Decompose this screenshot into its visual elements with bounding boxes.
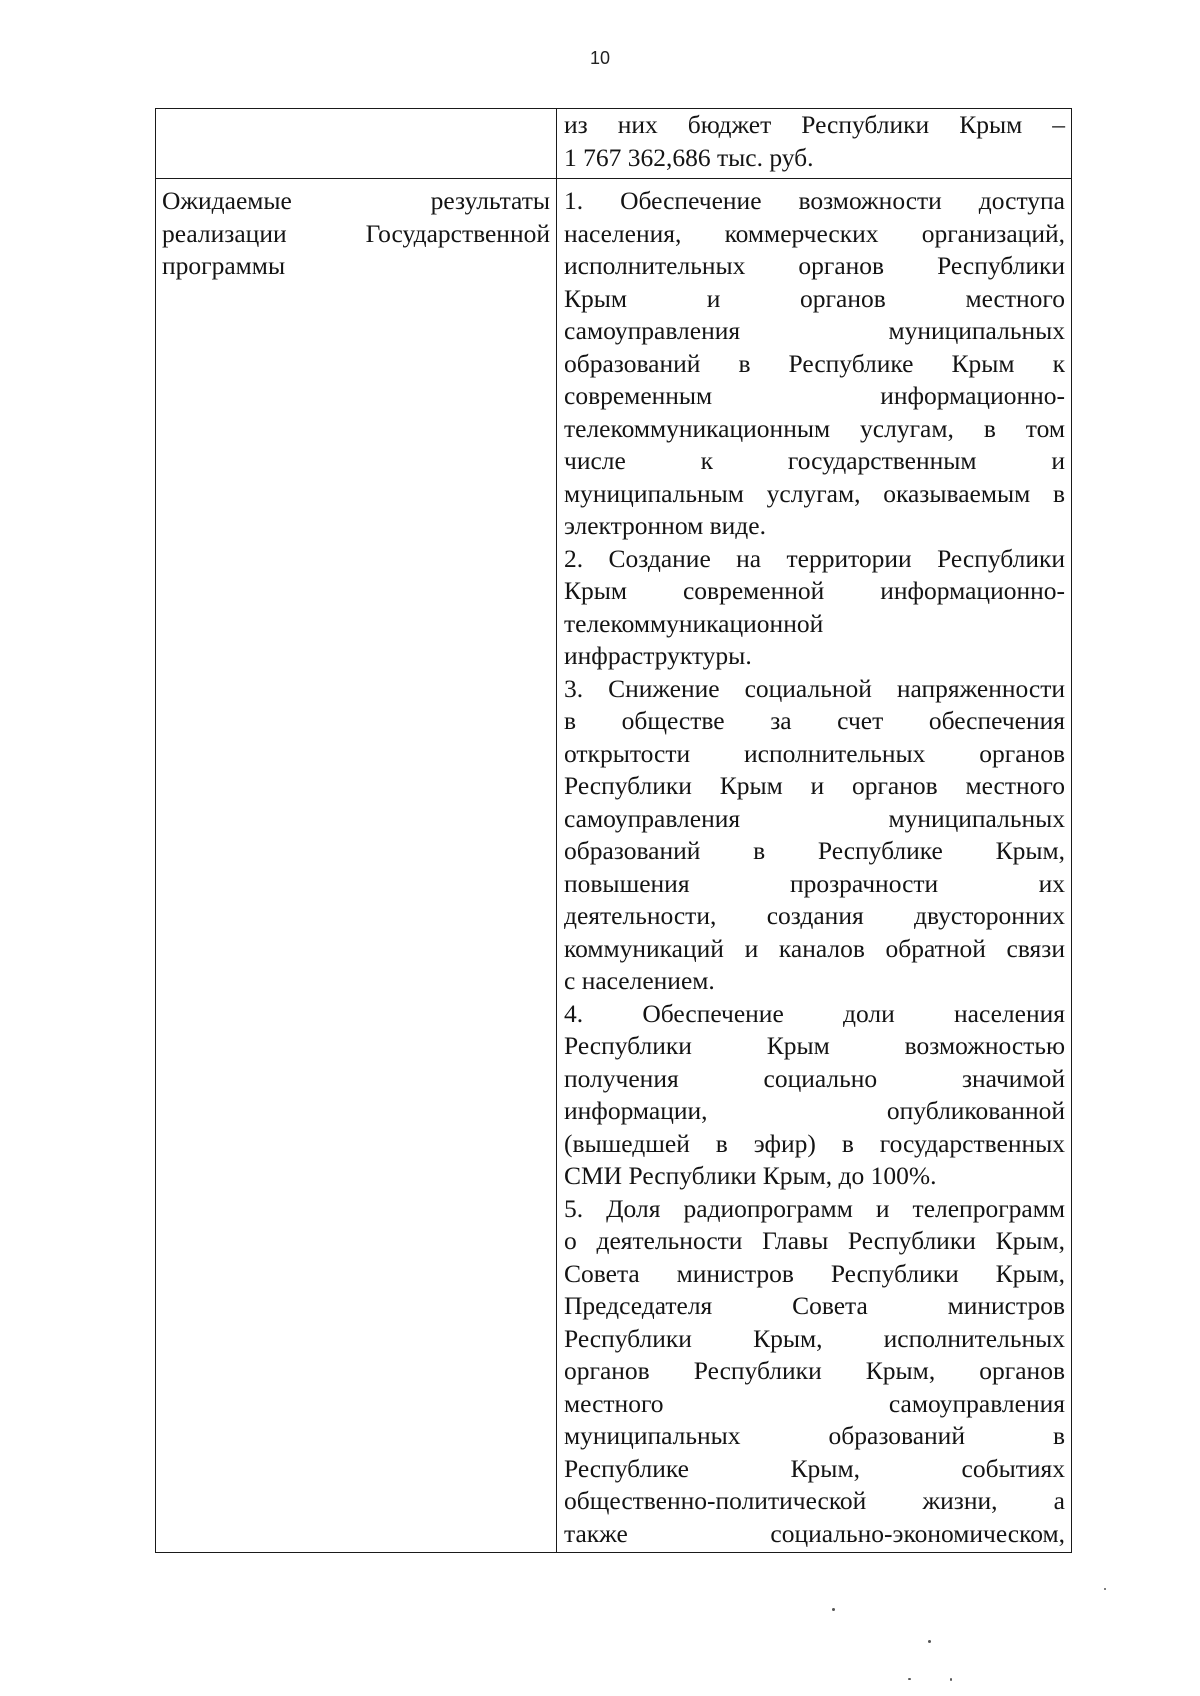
result-text-line: 4. Обеспечение доли населения [564,998,1065,1028]
result-text-line: муниципальным услугам, оказываемым в [564,478,1065,508]
result-text-line: 3. Снижение социальной напряженности [564,673,1065,703]
result-text-line: с населением. [564,966,715,995]
result-text-line: открытости исполнительных органов [564,738,1065,768]
result-text-line: Республики Крым возможностью [564,1031,1065,1060]
result-text-line: Республике Крым, событиях [564,1453,1065,1483]
result-text-line: Республики Крым, исполнительных [564,1323,1065,1353]
result-text-line: информации, опубликованной [564,1096,1065,1125]
row-label-line: Ожидаемые результаты [162,186,550,215]
result-text-line: общественно-политической жизни, а [564,1486,1065,1515]
budget-amount-line: 1 767 362,686 тыс. руб. [564,142,814,172]
result-text-line: получения социально значимой [564,1063,1065,1093]
scan-speck [1104,1588,1106,1590]
table-row-expected-results [156,179,1072,1553]
result-text-line: деятельности, создания двусторонних [564,901,1065,930]
result-text-line: Крым и органов местного [564,283,1065,313]
scan-speck [928,1640,931,1643]
result-text-line: в обществе за счет обеспечения [564,706,1065,735]
page-number: 10 [589,48,611,68]
budget-line: из них бюджет Республики Крым – [564,110,1065,139]
scan-speck [832,1608,835,1611]
result-text-line: образований в Республике Крым, [564,836,1065,865]
scan-speck [908,1678,911,1680]
result-text-line: Совета министров Республики Крым, [564,1258,1065,1288]
row-label-line: программы [162,251,286,280]
result-text-line: повышения прозрачности их [564,868,1065,898]
result-text-line: местного самоуправления [564,1388,1065,1418]
result-text-line: органов Республики Крым, органов [564,1356,1065,1385]
result-text-line: также социально-экономическом, [564,1518,1065,1548]
expected-results-label-cell [156,179,557,1553]
result-text-line: 5. Доля радиопрограмм и телепрограмм [564,1193,1065,1223]
result-text-line: числе к государственным и [564,446,1065,475]
table-row-budget [156,109,1072,179]
result-text-line: муниципальных образований в [564,1421,1065,1450]
result-text-line: 2. Создание на территории Республики [564,543,1065,573]
result-text-line: электронном виде. [564,511,766,540]
result-text-line: Председателя Совета министров [564,1291,1065,1320]
result-text-line: телекоммуникационной [564,608,824,638]
result-text-line: самоуправления муниципальных [564,803,1065,833]
result-text-line: о деятельности Главы Республики Крым, [564,1226,1065,1255]
result-text-line: самоуправления муниципальных [564,316,1065,345]
result-text-line: образований в Республике Крым к [564,348,1065,378]
result-text-line: населения, коммерческих организаций, [564,218,1065,248]
result-text-line: инфраструктуры. [564,641,752,670]
result-text-line: (вышедшей в эфир) в государственных [564,1128,1065,1158]
budget-value-cell [557,109,1072,179]
row-label-cell-empty [156,109,557,179]
result-text-line: коммуникаций и каналов обратной связи [564,933,1065,963]
result-text-line: 1. Обеспечение возможности доступа [564,186,1065,215]
result-text-line: современным информационно- [564,381,1065,410]
result-text-line: исполнительных органов Республики [564,251,1065,280]
result-text-line: Республики Крым и органов местного [564,771,1065,800]
expected-results-text-cell [557,179,1072,1553]
result-text-line: Крым современной информационно- [564,576,1065,605]
result-text-line: телекоммуникационным услугам, в том [564,413,1065,443]
scan-speck [950,1678,952,1681]
program-passport-table [155,108,1072,1553]
result-text-line: СМИ Республики Крым, до 100%. [564,1161,937,1190]
row-label-line: реализации Государственной [162,218,550,248]
